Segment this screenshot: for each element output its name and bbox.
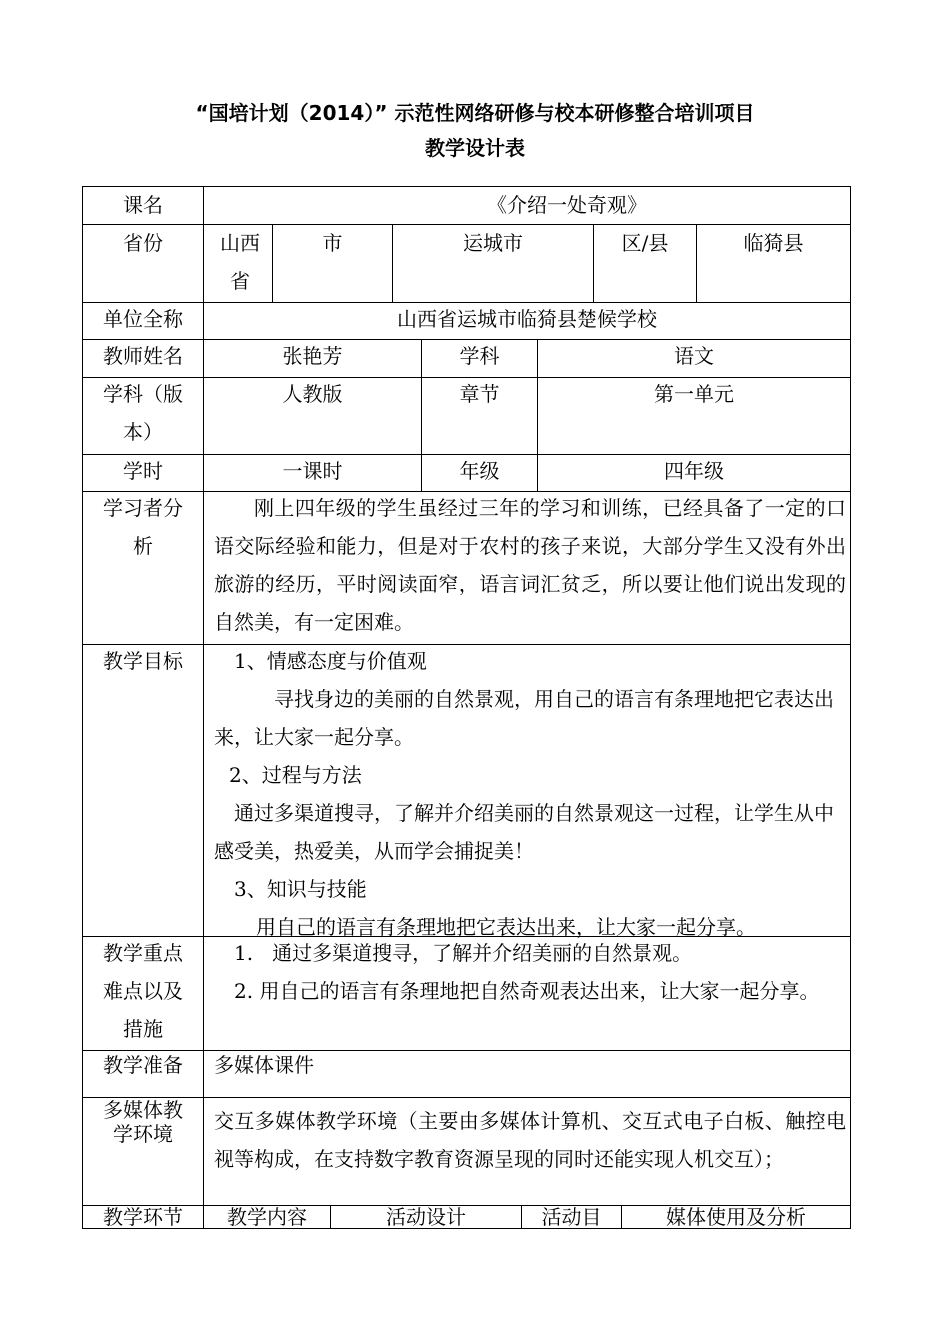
goal3-text: 用自己的语言有条理地把它表达出来，让大家一起分享。 bbox=[256, 915, 756, 939]
goal1-text: 寻找身边的美丽的自然景观，用自己的语言有条理地把它表达出来，让大家一起分享。 bbox=[214, 687, 834, 749]
col-stage: 教学环节 bbox=[103, 1205, 183, 1229]
period-value: 一课时 bbox=[282, 459, 343, 483]
keypoints-content bbox=[214, 934, 846, 1010]
goals-content bbox=[214, 642, 846, 946]
keypoint-1: 1. 通过多渠道搜寻，了解并介绍美丽的自然景观。 bbox=[234, 941, 693, 965]
city-value: 运城市 bbox=[463, 231, 523, 255]
col-content: 教学内容 bbox=[227, 1205, 307, 1229]
province-label: 省份 bbox=[123, 231, 163, 255]
subject-label: 学科 bbox=[459, 344, 500, 368]
edition-value: 人教版 bbox=[282, 382, 343, 406]
col-goal: 活动目 bbox=[541, 1205, 602, 1229]
col-media: 媒体使用及分析 bbox=[666, 1205, 806, 1229]
goal2-title: 2、过程与方法 bbox=[229, 763, 362, 787]
grade-label: 年级 bbox=[459, 459, 500, 483]
keypoints-label: 教学重点难点以及措施 bbox=[103, 941, 183, 1041]
county-value: 临猗县 bbox=[743, 231, 804, 255]
chapter-label: 章节 bbox=[459, 382, 500, 406]
goals-label: 教学目标 bbox=[103, 649, 183, 673]
goal3-title: 3、知识与技能 bbox=[234, 877, 367, 901]
col-activity: 活动设计 bbox=[386, 1205, 466, 1229]
unit-label: 单位全称 bbox=[103, 307, 183, 331]
edition-label: 学科（版本） bbox=[103, 382, 183, 444]
chapter-value: 第一单元 bbox=[654, 382, 734, 406]
subject-value: 语文 bbox=[674, 344, 714, 368]
province-value: 山西省 bbox=[220, 231, 260, 293]
learner-text: 刚上四年级的学生虽经过三年的学习和训练，已经具备了一定的口语交际经验和能力，但是对于农村的孩子来说，大部分学生又没有外出旅游的经历，平时阅读面窄，语言词汇贫乏，所以要让他们说出发现的自然美，有一定困难。 bbox=[214, 496, 846, 634]
prep-label: 教学准备 bbox=[103, 1053, 183, 1077]
unit-value: 山西省运城市临猗县楚候学校 bbox=[397, 307, 657, 331]
teacher-label: 教师姓名 bbox=[103, 344, 183, 368]
document-title: “国培计划（2014）” 示范性网络研修与校本研修整合培训项目 bbox=[195, 101, 755, 125]
county-label: 区/县 bbox=[621, 231, 669, 255]
city-label: 市 bbox=[322, 231, 343, 255]
course-value: 《介绍一处奇观》 bbox=[487, 193, 647, 217]
env-value: 交互多媒体教学环境（主要由多媒体计算机、交互式电子白板、触控电视等构成，在支持数字教育资源呈现的同时还能实现人机交互）； bbox=[214, 1109, 846, 1171]
period-label: 学时 bbox=[123, 459, 163, 483]
prep-value: 多媒体课件 bbox=[214, 1053, 314, 1077]
env-label: 多媒体教学环境 bbox=[103, 1098, 183, 1146]
teacher-value: 张艳芳 bbox=[282, 344, 343, 368]
goal2-text: 通过多渠道搜寻，了解并介绍美丽的自然景观这一过程，让学生从中感受美，热爱美，从而学会捕捉美！ bbox=[214, 801, 834, 863]
course-label: 课名 bbox=[123, 193, 163, 217]
learner-label: 学习者分析 bbox=[103, 496, 183, 558]
grade-value: 四年级 bbox=[664, 459, 724, 483]
document-subtitle: 教学设计表 bbox=[425, 136, 525, 160]
keypoint-2: 2. 用自己的语言有条理地把自然奇观表达出来，让大家一起分享。 bbox=[234, 979, 820, 1003]
goal1-title: 1、情感态度与价值观 bbox=[234, 649, 427, 673]
